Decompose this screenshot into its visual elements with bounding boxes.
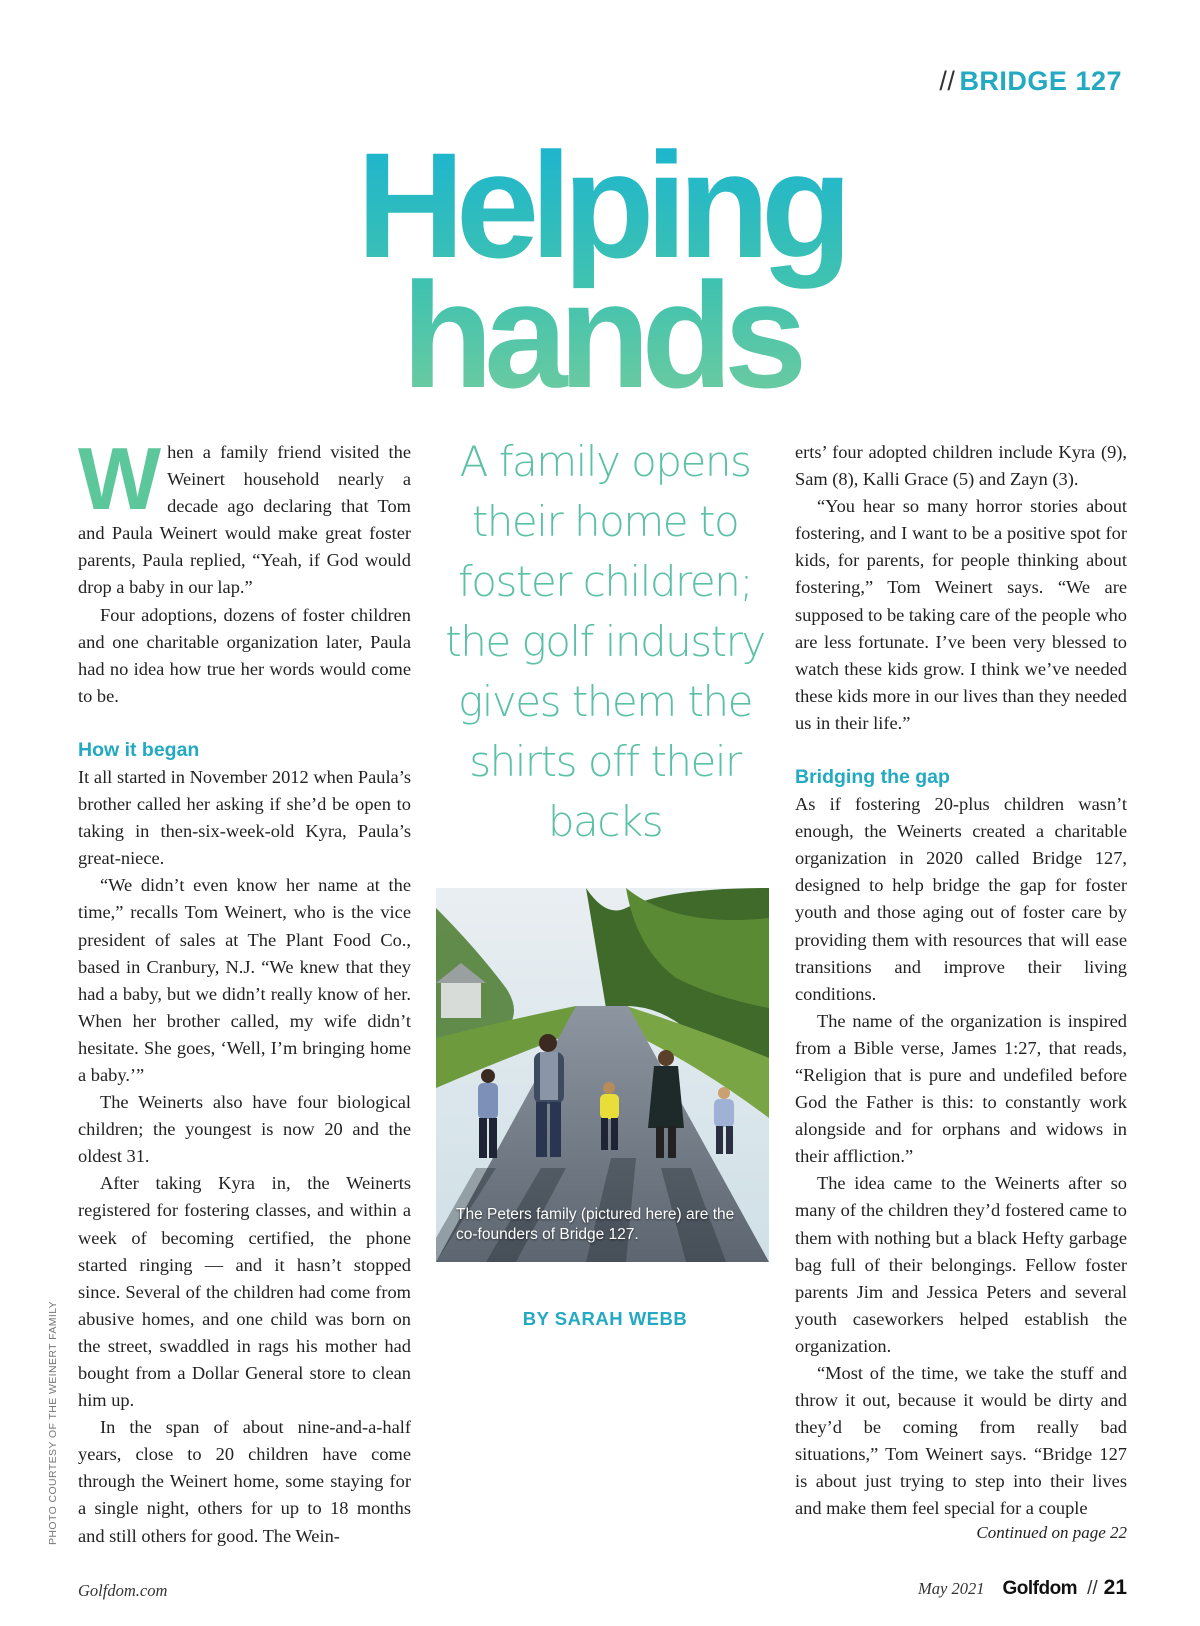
article-paragraph: As if fostering 20-plus children wasn’t enough, the Weinerts created a charitable organization in 2020 called Bridge 127, designed to help bridge the gap for foster youth and those aging out of foster care by providing them with resources that will ease transitions and improve their living conditions. <box>795 794 1127 1004</box>
footer-date: May 2021 <box>918 1579 985 1598</box>
section-tag <box>939 66 1122 97</box>
headline <box>0 121 1200 419</box>
photo-caption: The Peters family (pictured here) are the co-founders of Bridge 127. <box>456 1206 735 1243</box>
article-paragraph: “You hear so many horror stories about fostering, and I want to be a positive spot for kids, for parents, for people thinking about fostering,” Tom Weinert says. “We are supposed to be taking care of the people who are less fortunate. I’ve been very blessed to watch these kids grow. I think we’ve needed these kids more in our lives than they needed us in their life.” <box>795 496 1127 733</box>
byline: BY SARAH WEBB <box>522 1308 688 1329</box>
footer-magazine: Golfdom <box>1002 1578 1078 1599</box>
subhead-how-it-began: How it began <box>78 738 200 761</box>
article-column-left <box>78 429 411 1550</box>
page-number: 21 <box>1103 1576 1127 1599</box>
article-deck: A family opens their home to foster children; the golf industry gives them the shirts off their backs <box>445 437 765 846</box>
continued-line: Continued on page 22 <box>976 1523 1127 1542</box>
footer-slashes: // <box>1087 1578 1098 1599</box>
drop-cap: W <box>78 429 162 528</box>
article-paragraph: In the span of about nine-and-a-half years, close to 20 children have come through the Weinert home, some staying for a single night, others for up to 18 months and still others for good. The Wein- <box>78 1417 411 1546</box>
article-paragraph: Four adoptions, dozens of foster children and one charitable organization later, Paula had no idea how true her words would come to be. <box>78 604 411 706</box>
subhead-bridging-the-gap: Bridging the gap <box>795 766 950 789</box>
footer-folio <box>918 1576 1127 1600</box>
family-photo <box>436 888 769 1262</box>
article-paragraph: It all started in November 2012 when Paula’s brother called her asking if she’d be open to taking in then-six-week-old Kyra, Paula’s great-niece. <box>78 766 411 869</box>
photo-credit: PHOTO COURTESY OF THE WEINERT FAMILY <box>47 1300 59 1545</box>
headline-line-2: hands <box>401 251 799 419</box>
article-paragraph: “We didn’t even know her name at the time,” recalls Tom Weinert, who is the vice president of sales at The Plant Food Co., based in Cranbury, N.J. “We knew that they had a baby, but we didn’t really know of her. When her brother called, my wife didn’t hesitate. She goes, ‘Well, I’m bringing home a baby.’” <box>78 875 411 1085</box>
article-paragraph: The Weinerts also have four biological children; the youngest is now 20 and the oldest 31. <box>78 1092 411 1167</box>
headline-line-1: Helping <box>356 121 844 289</box>
article-paragraph: After taking Kyra in, the Weinerts registered for fostering classes, and within a week of becoming certified, the phone started ringing — and it hasn’t stopped since. Several of the children had come from abusive homes, and one child was born on the street, swaddled in rags his mother had bought from a Dollar General store to clean him up. <box>78 1173 411 1411</box>
paragraph-text: hen a family friend visited the Weinert household nearly a decade ago declaring that Tom and Paula Weinert would make great foster parents, Paula replied, “Yeah, if God would drop a baby in our lap.” <box>78 442 411 598</box>
section-slashes: // <box>939 66 956 96</box>
article-paragraph: The idea came to the Weinerts after so many of the children they’d fostered came to them with nothing but a black Hefty garbage bag full of their belongings. Fellow foster parents Jim and Jessica Peters and several youth caseworkers helped establish the organization. <box>795 1173 1127 1356</box>
article-paragraph: “Most of the time, we take the stuff and throw it out, because it would be dirty and they’d be coming from really bad situations,” Tom Weinert says. “Bridge 127 is about just trying to step into their lives and make them feel special for a couple <box>795 1363 1127 1519</box>
article-paragraph <box>78 429 411 602</box>
footer-website: Golfdom.com <box>78 1581 168 1600</box>
article-column-right <box>795 439 1127 1523</box>
section-name: BRIDGE 127 <box>959 66 1122 96</box>
article-paragraph: The name of the organization is inspired from a Bible verse, James 1:27, that reads, “Religion that is pure and undefiled before God the Father is this: to constantly work alongside and for orphans and widows in their affliction.” <box>795 1010 1127 1167</box>
article-paragraph: erts’ four adopted children include Kyra (9), Sam (8), Kalli Grace (5) and Zayn (3). <box>795 442 1127 490</box>
